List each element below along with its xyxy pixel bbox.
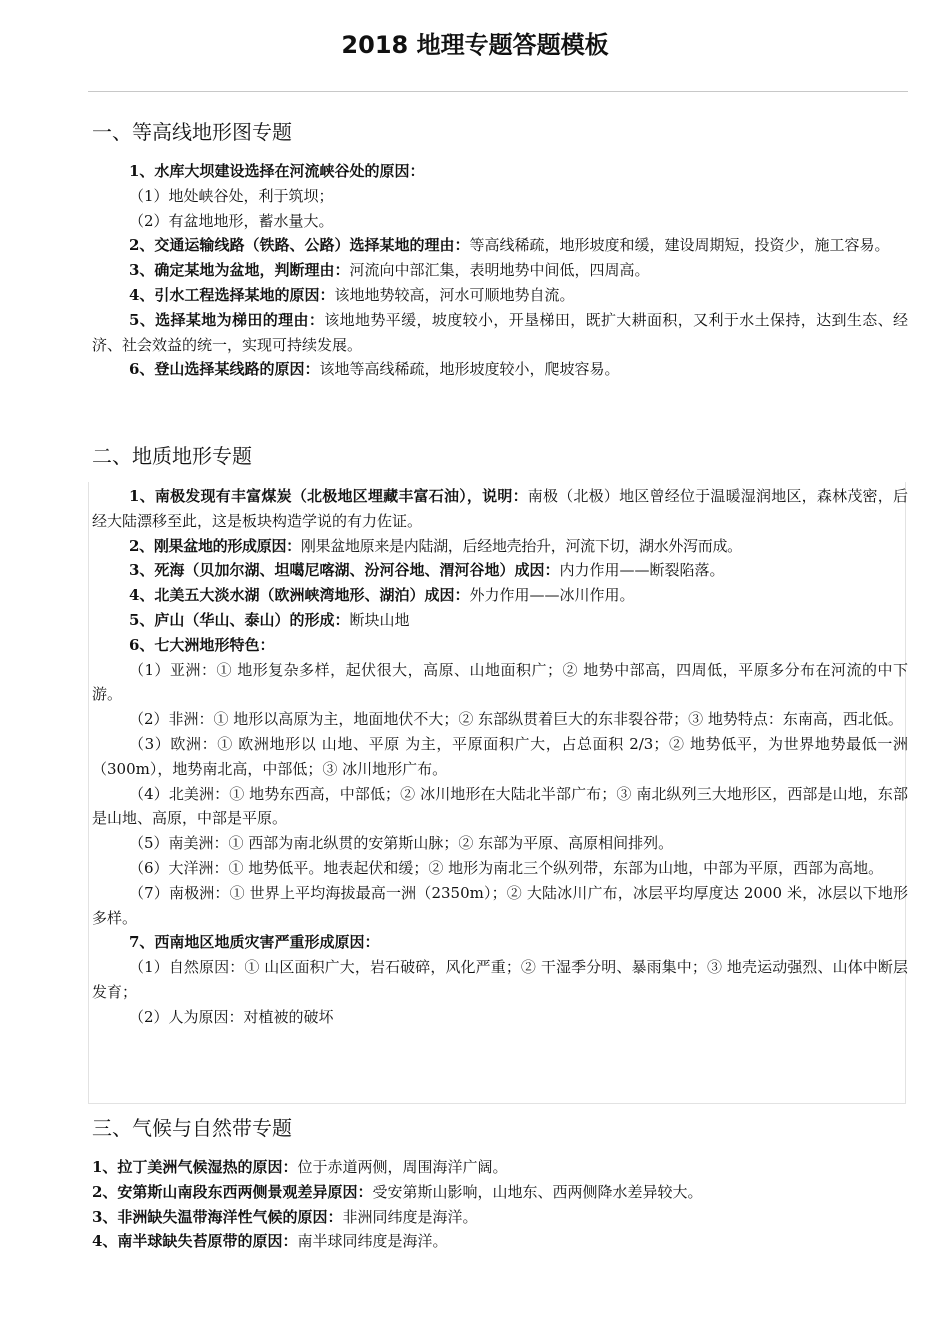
list-item: 1、拉丁美洲气候湿热的原因：位于赤道两侧，周围海洋广阔。 (92, 1158, 508, 1176)
list-item: 2、安第斯山南段东西两侧景观差异原因：受安第斯山影响，山地东、西两侧降水差异较大。 (92, 1182, 703, 1201)
list-item: 4、引水工程选择某地的原因：该地地势较高，河水可顺地势自流。 (129, 285, 575, 304)
list-item: （1）亚洲：① 地形复杂多样，起伏很大，高原、山地面积广；② 地势中部高，四周低，平原多分布在河流的中下游。 (92, 660, 908, 704)
list-item: 7、西南地区地质灾害严重形成原因： (129, 933, 380, 952)
list-item: 5、庐山（华山、泰山）的形成：断块山地 (129, 610, 410, 629)
list-item: 6、登山选择某线路的原因：该地等高线稀疏，地形坡度较小，爬坡容易。 (129, 360, 620, 379)
list-item: 1、水库大坝建设选择在河流峡谷处的原因： (129, 162, 425, 180)
list-item: （1）自然原因：① 山区面积广大，岩石破碎，风化严重；② 干湿季分明、暴雨集中；③ 地壳运动强烈、山体中断层发育； (92, 958, 908, 1001)
list-item: 3、死海（贝加尔湖、坦噶尼喀湖、汾河谷地、渭河谷地）成因：内力作用——断裂陷落。 (129, 561, 725, 580)
list-item: 2、交通运输线路（铁路、公路）选择某地的理由：等高线稀疏，地形坡度和缓，建设周期短，投资少，施工容易。 (129, 236, 890, 255)
section-body-contour (92, 159, 908, 382)
section-heading-geology: 二、地质地形专题 (92, 444, 252, 468)
list-item: （4）北美洲：① 地势东西高，中部低；② 冰川地形在大陆北半部广布；③ 南北纵列三大地形区，西部是山地，东部是山地、高原，中部是平原。 (92, 784, 908, 828)
list-item: （2）有盆地地形，蓄水量大。 (129, 211, 334, 230)
list-item: （3）欧洲：① 欧洲地形以 山地、平原 为主，平原面积广大，占总面积 2/3；② 地势低平，为世界地势最低一洲（300m），地势南北高，中部低；③ 冰川地形广布。 (92, 734, 908, 778)
list-item: 3、确定某地为盆地，判断理由：河流向中部汇集，表明地势中间低，四周高。 (129, 261, 650, 280)
list-item: （7）南极洲：① 世界上平均海拔最高一洲（2350m）；② 大陆冰川广布，冰层平均厚度达 2000 米，冰层以下地形多样。 (92, 883, 908, 927)
list-item: 5、选择某地为梯田的理由：该地地势平缓，坡度较小，开垦梯田，既扩大耕面积，又利于水土保持，达到生态、经济、社会效益的统一，实现可持续发展。 (92, 310, 908, 354)
list-item: 4、南半球缺失苔原带的原因：南半球同纬度是海洋。 (92, 1232, 448, 1251)
list-item: （2）非洲：① 地形以高原为主，地面地伏不大；② 东部纵贯着巨大的东非裂谷带；③ 地势特点：东南高，西北低。 (129, 710, 903, 729)
section-heading-climate: 三、气候与自然带专题 (92, 1116, 292, 1140)
section-body-geology (92, 484, 908, 1030)
page-title: 2018 地理专题答题模板 (341, 31, 609, 59)
list-item: （2）人为原因：对植被的破坏 (129, 1007, 334, 1026)
list-item: 2、刚果盆地的形成原因：刚果盆地原来是内陆湖，后经地壳抬升，河流下切，湖水外泻而成。 (129, 536, 742, 555)
list-item: 3、非洲缺失温带海洋性气候的原因：非洲同纬度是海洋。 (92, 1207, 478, 1226)
list-item: （1）地处峡谷处，利于筑坝； (129, 186, 334, 205)
list-item: （6）大洋洲：① 地势低平。地表起伏和缓；② 地形为南北三个纵列带，东部为山地，中部为平原，西部为高地。 (129, 858, 884, 877)
title-divider (88, 91, 908, 92)
list-item: （5）南美洲：① 西部为南北纵贯的安第斯山脉；② 东部为平原、高原相间排列。 (129, 834, 674, 853)
section-heading-contour: 一、等高线地形图专题 (92, 120, 292, 144)
section-body-climate (92, 1155, 908, 1254)
list-item: 6、七大洲地形特色： (129, 635, 275, 654)
list-item: 4、北美五大淡水湖（欧洲峡湾地形、湖泊）成因：外力作用——冰川作用。 (129, 586, 635, 605)
list-item: 1、南极发现有丰富煤炭（北极地区埋藏丰富石油），说明：南极（北极）地区曾经位于温暖湿润地区，森林茂密，后经大陆漂移至此，这是板块构造学说的有力佐证。 (92, 487, 908, 530)
